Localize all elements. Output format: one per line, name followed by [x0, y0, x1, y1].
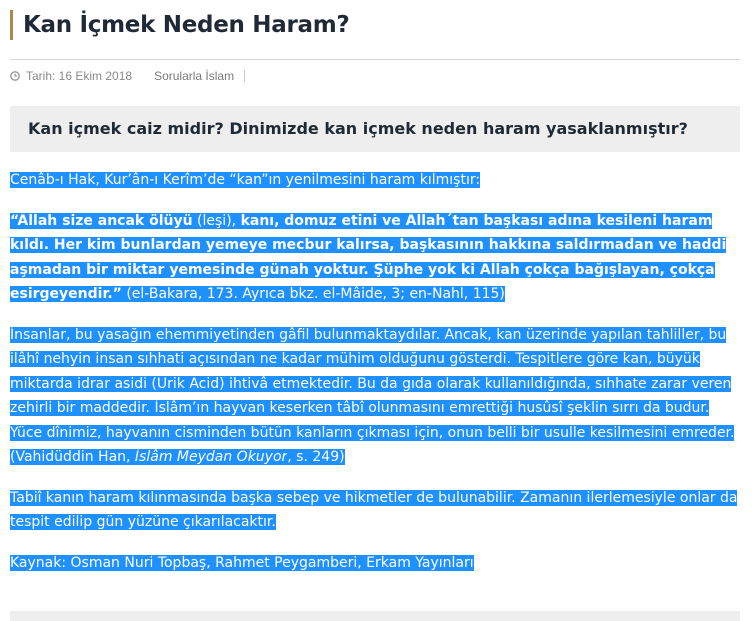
clock-icon — [10, 71, 20, 81]
category-link[interactable]: Sorularla İslam — [154, 69, 235, 83]
meta-separator — [244, 70, 245, 82]
paragraph-2 — [10, 209, 742, 307]
question-text: Kan içmek caiz midir? Dinimizde kan içmek neden haram yasaklanmıştır? — [28, 119, 688, 138]
paragraph-3-text: İnsanlar, bu yasağın ehemmiyetinden gâfil bulunmaktaydılar. Ancak, kan üzerinde yapılan tahliller, bu ilâhî nehyin insan sıhhati açısından ne kadar mühim olduğunu gösterdi. Tespitlere göre kan, büyük miktarda idrar asidi (Urik Acid) ihtivâ etmektedir. Bu da gıda olarak kullanıldığında, sıhhate zarar veren zehirli bir maddedir. İslâm’ın hayvan keserken tâbî olunmasını emrettiği husûsî şeklin sırrı da budur. Yüce dînimiz, hayvanın cisminden bütün kanların çıkması için, onun belli bir usulle kesilmesini emreder. (Vahidüddin Han, — [10, 326, 735, 465]
footer-box — [10, 611, 740, 621]
post-meta — [10, 66, 245, 86]
quote-reference: (el-Bakara, 173. Ayrıca bkz. el-Mâide, 3; en-Nahl, 115) — [121, 286, 505, 302]
quote-part-a: “Allah size ancak ölüyü — [10, 212, 193, 229]
paragraph-1 — [10, 168, 742, 193]
quote-paren: (leşi), — [192, 212, 241, 229]
post-date: Tarih: 16 Ekim 2018 — [26, 69, 133, 83]
paragraph-3 — [10, 323, 742, 470]
quote-part-b: kanı, domuz etini ve Allah´tan başkası adına kesileni haram kıldı. Her kim bunlardan yemeye mecbur kalırsa, başkasının hakkına saldırmadan ve haddi aşmadan bir miktar yemesinde günah yoktur. Şüphe yok ki Allah çokça bağışlayan, çokça esirgeyendir.” — [10, 212, 727, 302]
divider — [10, 59, 740, 60]
question-box — [10, 106, 740, 152]
source-text: Kaynak: Osman Nuri Topbaş, Rahmet Peygamberi, Erkam Yayınları — [10, 554, 474, 571]
paragraph-3-tail: , s. 249) — [287, 449, 345, 465]
title-bar — [10, 10, 740, 40]
article-body[interactable] — [10, 168, 742, 591]
paragraph-4 — [10, 486, 742, 535]
book-title: İslâm Meydan Okuyor — [134, 449, 288, 465]
page-title: Kan İçmek Neden Haram? — [23, 12, 350, 38]
paragraph-1-text: Cenâb-ı Hak, Kur’ân-ı Kerîm’de “kan”ın yenilmesini haram kılmıştır: — [10, 172, 481, 188]
paragraph-4-text: Tabiî kanın haram kılınmasında başka sebep ve hikmetler de bulunabilir. Zamanın ilerlemesiyle onlar da tespit edilip gün yüzüne çıkarılacaktır. — [10, 489, 738, 530]
paragraph-5 — [10, 551, 742, 576]
